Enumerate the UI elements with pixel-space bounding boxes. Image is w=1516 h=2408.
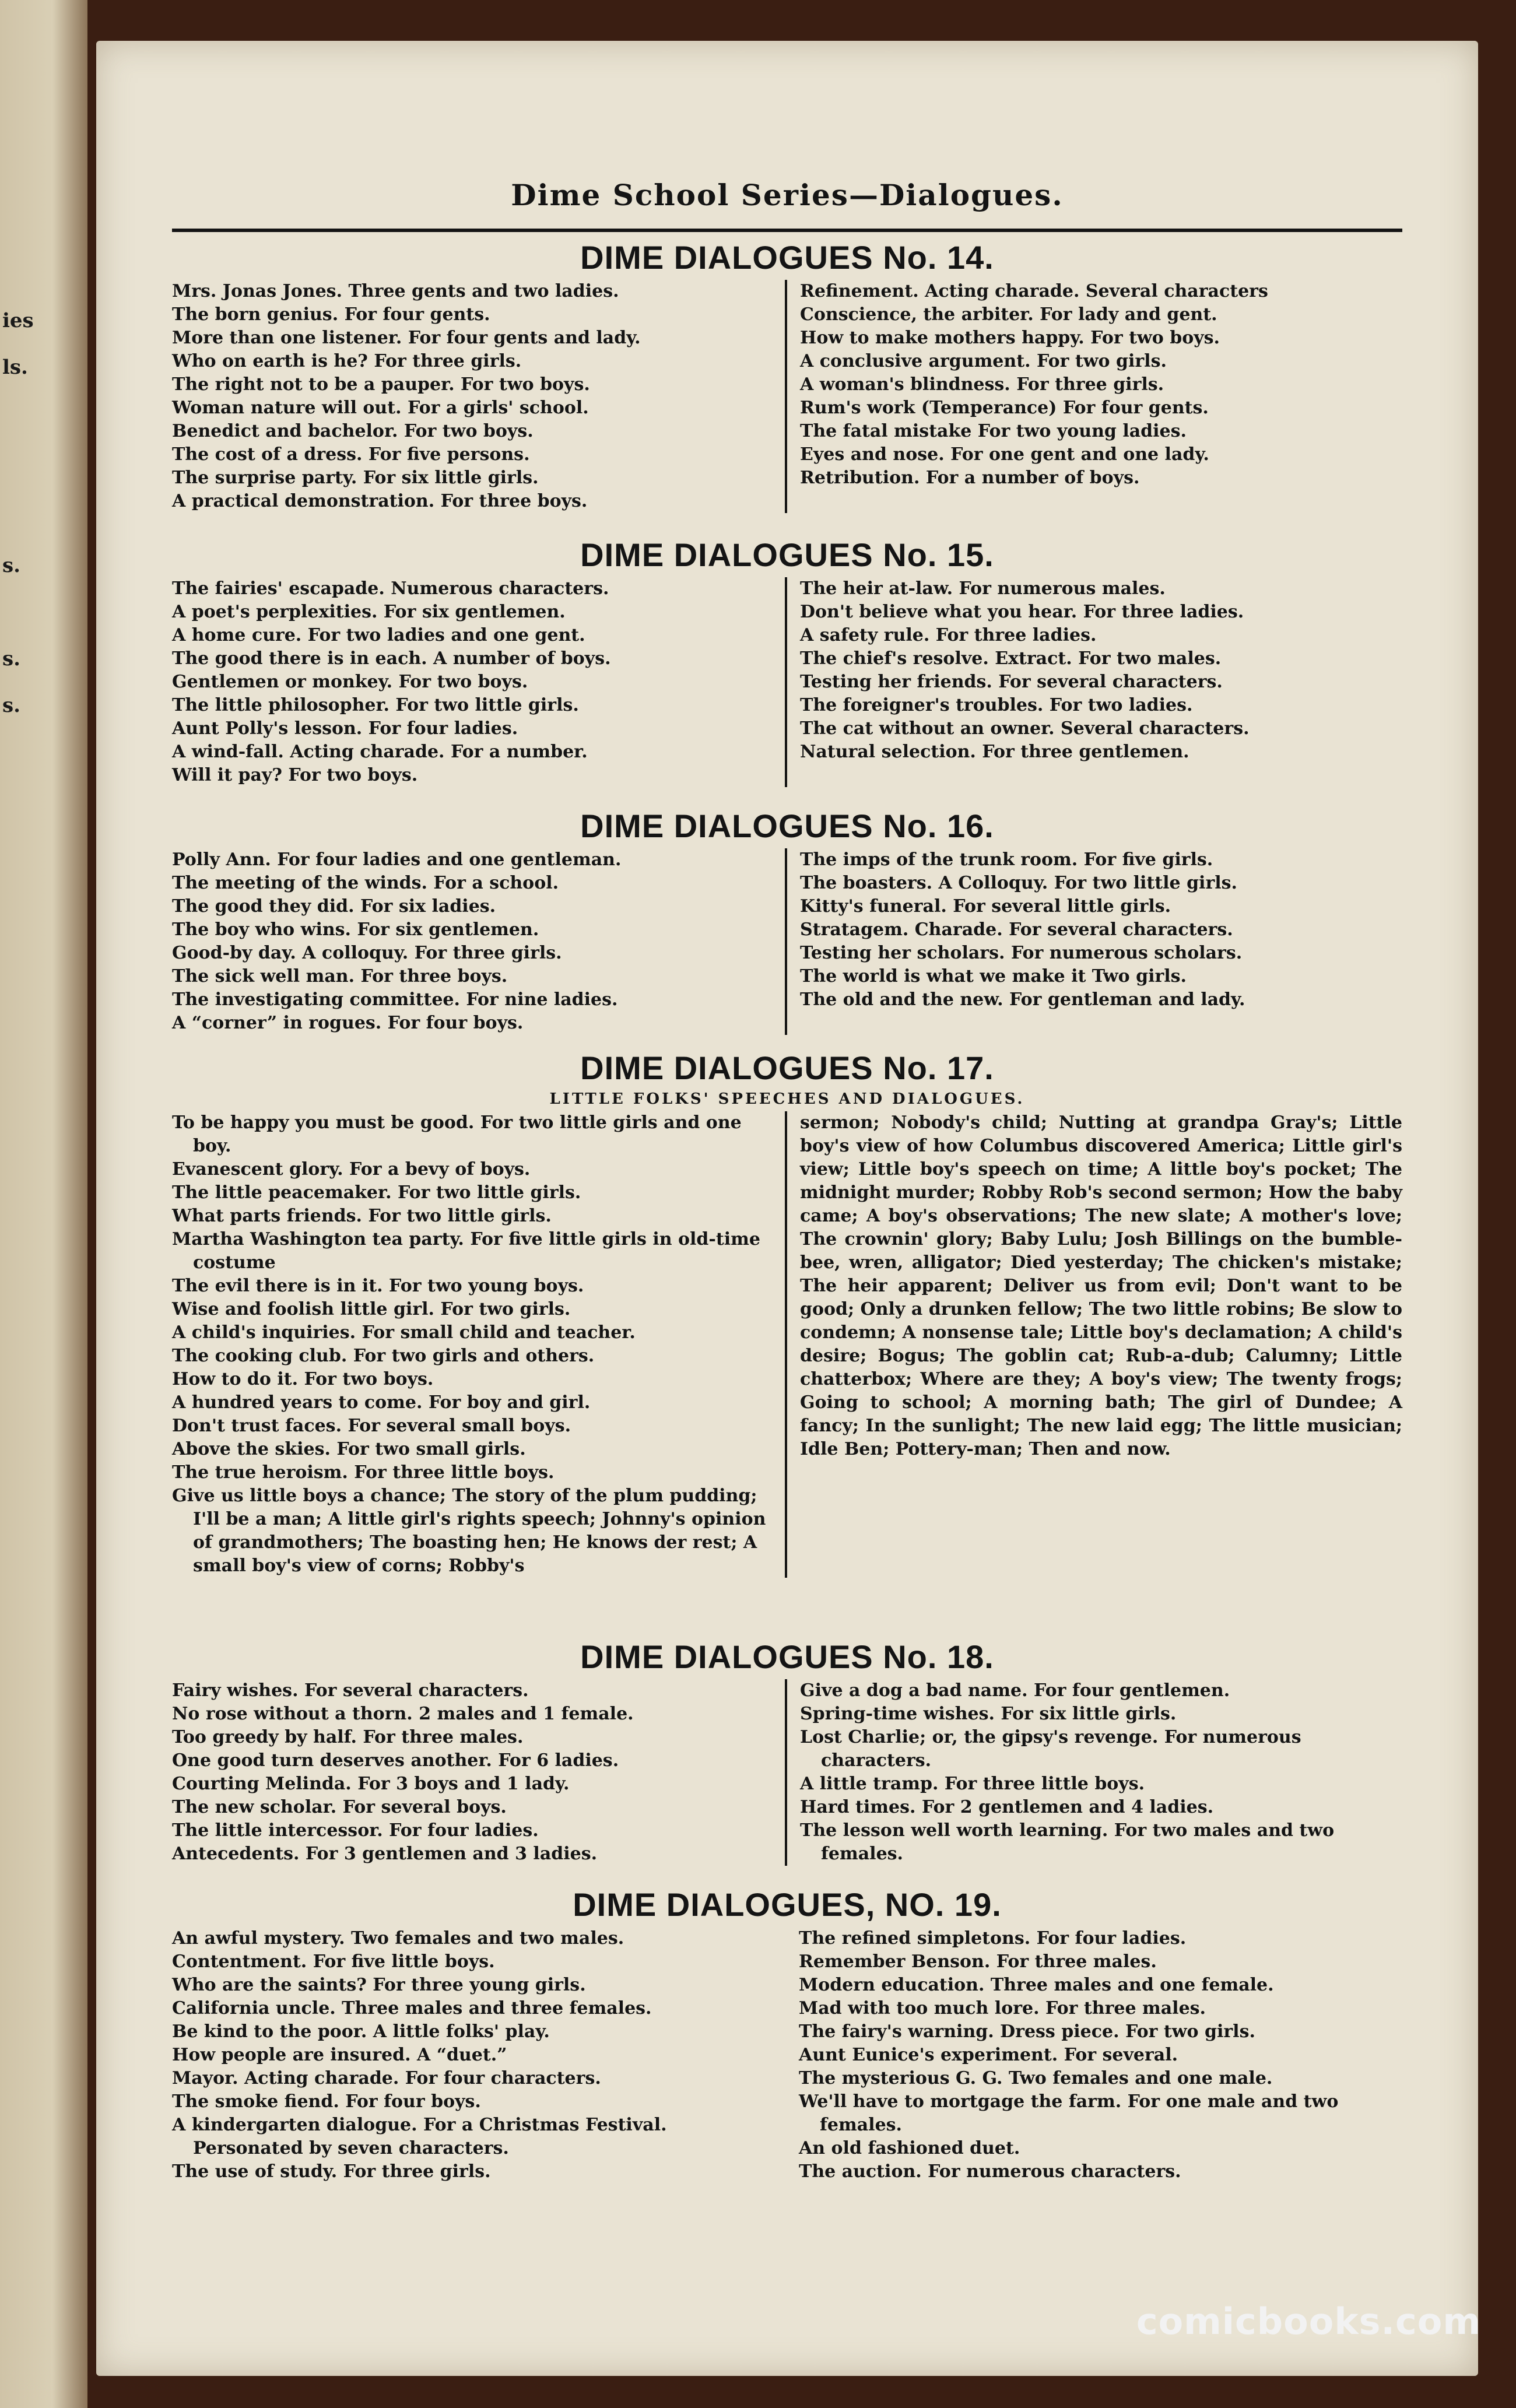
section-dialogues-19 — [172, 1886, 1402, 2184]
dialogue-entry: The investigating committee. For nine ladies. — [172, 989, 618, 1010]
dialogue-entry: The evil there is in it. For two young boys. — [172, 1276, 584, 1296]
dialogue-entry: Mrs. Jonas Jones. Three gents and two ladies. — [172, 281, 619, 301]
dialogue-entry: Polly Ann. For four ladies and one gentleman. — [172, 850, 622, 870]
dialogue-entry: A child's inquiries. For small child and teacher. — [172, 1322, 636, 1343]
dialogue-entry: The lesson well worth learning. For two males and two females. — [800, 1820, 1335, 1864]
dialogue-entry: Don't trust faces. For several small boys. — [172, 1416, 571, 1436]
left-column — [172, 577, 785, 787]
dialogue-entry: An old fashioned duet. — [799, 2138, 1020, 2158]
right-column — [785, 1111, 1402, 1578]
left-column — [172, 1927, 786, 2184]
dialogue-entry: A little tramp. For three little boys. — [800, 1774, 1145, 1794]
dialogue-entry: Aunt Eunice's experiment. For several. — [799, 2045, 1178, 2065]
dialogue-entry: Be kind to the poor. A little folks' play. — [172, 2021, 550, 2042]
dialogue-entry: One good turn deserves another. For 6 ladies. — [172, 1750, 619, 1771]
dialogue-entry: Eyes and nose. For one gent and one lady. — [800, 444, 1209, 465]
dialogue-entry: A practical demonstration. For three boys. — [172, 491, 588, 511]
dialogue-entry: The new scholar. For several boys. — [172, 1797, 507, 1817]
dialogue-entry: The cost of a dress. For five persons. — [172, 444, 530, 465]
dialogue-entry: Courting Melinda. For 3 boys and 1 lady. — [172, 1774, 570, 1794]
dialogue-entry: Testing her friends. For several characters. — [800, 672, 1223, 692]
header-rule — [172, 229, 1402, 232]
dialogue-entry: Gentlemen or monkey. For two boys. — [172, 672, 528, 692]
right-column — [785, 848, 1402, 1035]
dialogue-entry: Who are the saints? For three young girls. — [172, 1975, 586, 1995]
dialogue-entry: The refined simpletons. For four ladies. — [799, 1928, 1187, 1949]
dialogue-entry: Retribution. For a number of boys. — [800, 468, 1140, 488]
dialogue-entry: The little philosopher. For two little girls. — [172, 695, 579, 715]
right-column — [786, 1927, 1402, 2184]
dialogue-entry: The imps of the trunk room. For five girls. — [800, 850, 1213, 870]
dialogue-entry: What parts friends. For two little girls. — [172, 1206, 552, 1226]
dialogue-entry: The world is what we make it Two girls. — [800, 966, 1187, 987]
dialogue-entry: Spring-time wishes. For six little girls. — [800, 1704, 1177, 1724]
dialogue-entry: A home cure. For two ladies and one gent. — [172, 625, 585, 645]
dialogue-entry: Testing her scholars. For numerous scholars. — [800, 943, 1243, 963]
dialogue-entry: A wind-fall. Acting charade. For a number. — [172, 742, 588, 762]
section-title: DIME DIALOGUES No. 18. — [580, 1638, 994, 1675]
dialogue-entry: The meeting of the winds. For a school. — [172, 873, 559, 893]
dialogue-entry: Contentment. For five little boys. — [172, 1951, 495, 1972]
dialogue-entry: Too greedy by half. For three males. — [172, 1727, 524, 1747]
dialogue-entry: Hard times. For 2 gentlemen and 4 ladies. — [800, 1797, 1214, 1817]
dialogue-entry: Fairy wishes. For several characters. — [172, 1680, 529, 1701]
right-column — [785, 1679, 1402, 1866]
dialogue-entry: Don't believe what you hear. For three ladies. — [800, 602, 1244, 622]
dialogue-entry: The cooking club. For two girls and others. — [172, 1346, 595, 1366]
dialogue-entry: Mayor. Acting charade. For four characters. — [172, 2068, 601, 2088]
section-title: DIME DIALOGUES No. 14. — [580, 239, 994, 276]
section-dialogues-15 — [172, 536, 1402, 787]
dialogue-entry: A safety rule. For three ladies. — [800, 625, 1097, 645]
dialogue-entry: Remember Benson. For three males. — [799, 1951, 1157, 1972]
dialogue-entry: Rum's work (Temperance) For four gents. — [800, 398, 1209, 418]
dialogue-entry: Evanescent glory. For a bevy of boys. — [172, 1159, 531, 1180]
section-dialogues-16 — [172, 808, 1402, 1035]
dialogue-entry: Conscience, the arbiter. For lady and gent. — [800, 304, 1217, 325]
left-column — [172, 1111, 785, 1578]
dialogue-entry: How to make mothers happy. For two boys. — [800, 328, 1220, 348]
dialogue-entry: A “corner” in rogues. For four boys. — [172, 1013, 524, 1033]
dialogue-entry: The little intercessor. For four ladies. — [172, 1820, 539, 1841]
dialogue-entry: Kitty's funeral. For several little girls. — [800, 896, 1171, 917]
dialogue-entry: The born genius. For four gents. — [172, 304, 490, 325]
dialogue-entry: A woman's blindness. For three girls. — [800, 374, 1164, 395]
dialogue-entry: Mad with too much lore. For three males. — [799, 1998, 1206, 2019]
facing-page-fragment: s. — [2, 554, 20, 577]
dialogue-entry: Stratagem. Charade. For several characters. — [800, 919, 1233, 940]
dialogue-entry: The good there is in each. A number of boys. — [172, 648, 611, 669]
dialogue-entry: Give a dog a bad name. For four gentlemen. — [800, 1680, 1230, 1701]
facing-page-fragment: ies — [2, 309, 34, 332]
dialogue-entry: The true heroism. For three little boys. — [172, 1462, 555, 1483]
dialogue-entry: A kindergarten dialogue. For a Christmas Festival. Personated by seven characters. — [172, 2115, 667, 2158]
dialogue-entry: Above the skies. For two small girls. — [172, 1439, 526, 1459]
speech-list: sermon; Nobody's child; Nutting at grandpa Gray's; Little boy's view of how Columbus discovered America; Little girl's view; Little boy's speech on time; A little boy's pocket; The midnight murder; Robby Rob's second sermon; How the baby came; A boy's observations; The new slate; A mother's love; The crownin' glory; Baby Lulu; Josh Billings on the bumble-bee, wren, alligator; Died yesterday; The chicken's mistake; The heir apparent; Deliver us from evil; Don't want to be good; Only a drunken fellow; The two little robins; Be slow to condemn; A nonsense tale; Little boy's declamation; A child's desire; Bogus; The goblin cat; Rub-a-dub; Calumny; Little chatterbox; Where are they; A boy's view; The twenty frogs; Going to school; A morning bath; The girl of Dundee; A fancy; In the sunlight; The new laid egg; The little musician; Idle Ben; Pottery-man; Then and now. — [800, 1112, 1402, 1459]
section-title: DIME DIALOGUES, NO. 19. — [573, 1886, 1002, 1923]
dialogue-entry: Woman nature will out. For a girls' school. — [172, 398, 589, 418]
right-column — [785, 280, 1402, 513]
dialogue-entry: Natural selection. For three gentlemen. — [800, 742, 1189, 762]
dialogue-entry: The foreigner's troubles. For two ladies. — [800, 695, 1193, 715]
dialogue-entry: How people are insured. A “duet.” — [172, 2045, 507, 2065]
section-dialogues-18 — [172, 1638, 1402, 1866]
left-column — [172, 1679, 785, 1866]
dialogue-entry: The boy who wins. For six gentlemen. — [172, 919, 539, 940]
dialogue-entry: The little peacemaker. For two little girls. — [172, 1182, 581, 1203]
dialogue-entry: The good they did. For six ladies. — [172, 896, 496, 917]
dialogue-entry: The fairies' escapade. Numerous characters. — [172, 578, 609, 599]
dialogue-entry: A poet's perplexities. For six gentlemen. — [172, 602, 566, 622]
dialogue-entry: The sick well man. For three boys. — [172, 966, 508, 987]
dialogue-entry: Give us little boys a chance; The story of the plum pudding; I'll be a man; A little girl's rights speech; Johnny's opinion of grandmothers; The boasting hen; He knows der rest; A small boy's view of corns; Robby's — [172, 1486, 766, 1576]
dialogue-entry: Who on earth is he? For three girls. — [172, 351, 522, 371]
dialogue-entry: The old and the new. For gentleman and lady. — [800, 989, 1245, 1010]
dialogue-entry: The heir at-law. For numerous males. — [800, 578, 1166, 599]
dialogue-entry: A hundred years to come. For boy and girl. — [172, 1392, 591, 1413]
facing-page-fragment: ls. — [2, 356, 28, 379]
dialogue-entry: The auction. For numerous characters. — [799, 2161, 1181, 2182]
dialogue-entry: Modern education. Three males and one female. — [799, 1975, 1274, 1995]
left-column — [172, 848, 785, 1035]
facing-page-edge — [0, 0, 87, 2408]
dialogue-entry: More than one listener. For four gents and lady. — [172, 328, 641, 348]
dialogue-entry: The use of study. For three girls. — [172, 2161, 491, 2182]
section-title: DIME DIALOGUES No. 15. — [580, 536, 994, 573]
right-column — [785, 577, 1402, 787]
dialogue-entry: Martha Washington tea party. For five little girls in old-time costume — [172, 1229, 760, 1273]
dialogue-entry: Good-by day. A colloquy. For three girls. — [172, 943, 562, 963]
dialogue-entry: Refinement. Acting charade. Several characters — [800, 281, 1268, 301]
dialogue-entry: Benedict and bachelor. For two boys. — [172, 421, 534, 441]
page-header: Dime School Series—Dialogues. — [511, 178, 1064, 212]
dialogue-entry: The mysterious G. G. Two females and one male. — [799, 2068, 1273, 2088]
dialogue-entry: We'll have to mortgage the farm. For one male and two females. — [799, 2091, 1339, 2135]
dialogue-entry: How to do it. For two boys. — [172, 1369, 434, 1389]
dialogue-entry: The right not to be a pauper. For two boys. — [172, 374, 590, 395]
facing-page-fragment: s. — [2, 647, 20, 671]
dialogue-entry: The boasters. A Colloquy. For two little girls. — [800, 873, 1237, 893]
dialogue-entry: California uncle. Three males and three females. — [172, 1998, 652, 2019]
dialogue-entry: The surprise party. For six little girls. — [172, 468, 539, 488]
section-dialogues-17 — [172, 1049, 1402, 1578]
section-subtitle: LITTLE FOLKS' SPEECHES AND DIALOGUES. — [549, 1090, 1025, 1108]
left-column — [172, 280, 785, 513]
dialogue-entry: Lost Charlie; or, the gipsy's revenge. For numerous characters. — [800, 1727, 1301, 1771]
watermark: comicbooks.com — [1136, 2300, 1481, 2343]
dialogue-entry: No rose without a thorn. 2 males and 1 female. — [172, 1704, 634, 1724]
dialogue-entry: Wise and foolish little girl. For two girls. — [172, 1299, 571, 1319]
dialogue-entry: A conclusive argument. For two girls. — [800, 351, 1167, 371]
facing-page-fragment: s. — [2, 694, 20, 717]
dialogue-entry: An awful mystery. Two females and two males. — [172, 1928, 624, 1949]
dialogue-entry: Aunt Polly's lesson. For four ladies. — [172, 718, 518, 739]
section-title: DIME DIALOGUES No. 16. — [580, 808, 994, 844]
dialogue-entry: The chief's resolve. Extract. For two males. — [800, 648, 1222, 669]
catalog-page — [96, 41, 1478, 2376]
dialogue-entry: Antecedents. For 3 gentlemen and 3 ladies. — [172, 1844, 598, 1864]
dialogue-entry: The fatal mistake For two young ladies. — [800, 421, 1187, 441]
section-title: DIME DIALOGUES No. 17. — [580, 1049, 994, 1086]
section-dialogues-14 — [172, 239, 1402, 513]
dialogue-entry: The smoke fiend. For four boys. — [172, 2091, 481, 2112]
dialogue-entry: To be happy you must be good. For two little girls and one boy. — [172, 1112, 742, 1156]
dialogue-entry: The cat without an owner. Several characters. — [800, 718, 1250, 739]
dialogue-entry: The fairy's warning. Dress piece. For two girls. — [799, 2021, 1255, 2042]
dialogue-entry: Will it pay? For two boys. — [172, 765, 418, 785]
